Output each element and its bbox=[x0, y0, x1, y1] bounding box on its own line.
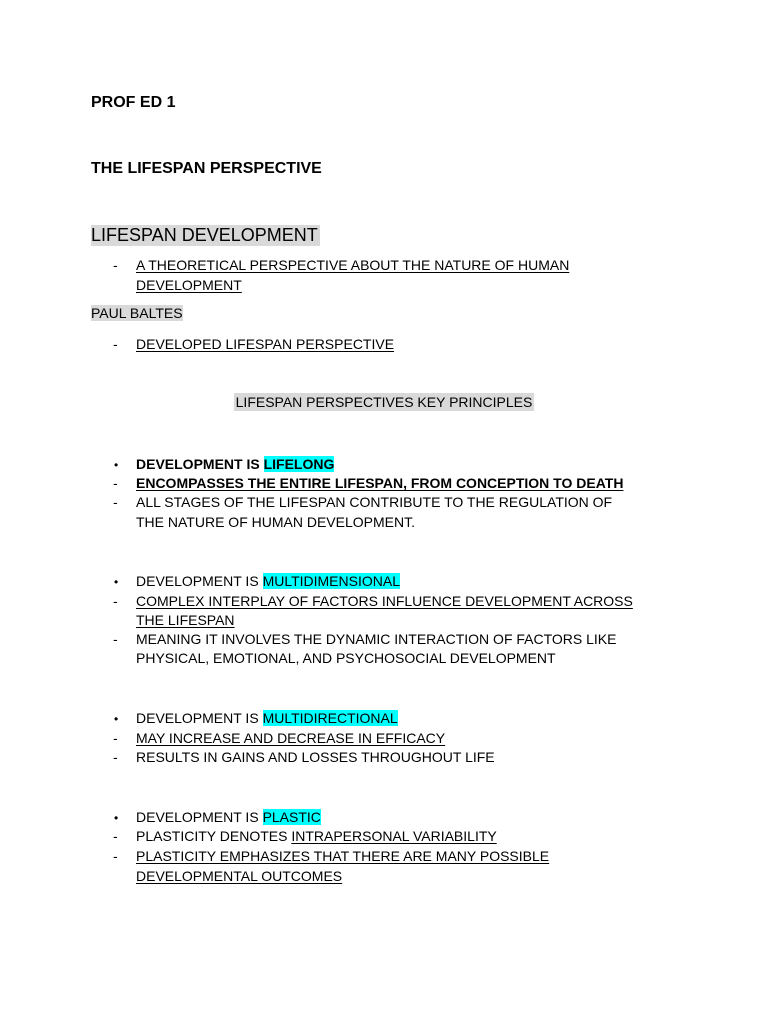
principle-detail: MEANING IT INVOLVES THE DYNAMIC INTERACTION OF FACTORS LIKE bbox=[136, 631, 617, 647]
principle-detail: PHYSICAL, EMOTIONAL, AND PSYCHOSOCIAL DEVELOPMENT bbox=[136, 650, 556, 666]
principle-keyword: PLASTIC bbox=[262, 809, 321, 825]
definition-line: A THEORETICAL PERSPECTIVE ABOUT THE NATURE OF HUMAN bbox=[136, 257, 570, 273]
dash-marker: - bbox=[113, 749, 118, 765]
principle-detail-plain: PLASTICITY DENOTES bbox=[136, 828, 292, 844]
principle-multidirectional bbox=[136, 710, 398, 726]
dash-marker: - bbox=[113, 494, 118, 510]
definition-line: DEVELOPMENT bbox=[136, 277, 242, 293]
document-subtitle: THE LIFESPAN PERSPECTIVE bbox=[91, 160, 322, 177]
bullet-icon: • bbox=[114, 811, 119, 825]
principles-heading-text: LIFESPAN PERSPECTIVES KEY PRINCIPLES bbox=[235, 394, 533, 410]
principle-detail: PLASTICITY EMPHASIZES THAT THERE ARE MANY POSSIBLE bbox=[136, 848, 550, 864]
principle-multidimensional bbox=[136, 573, 400, 589]
dash-marker: - bbox=[113, 475, 118, 491]
dash-marker: - bbox=[113, 848, 118, 864]
dash-marker: - bbox=[113, 631, 118, 647]
principle-detail-underlined: INTRAPERSONAL VARIABILITY bbox=[291, 828, 497, 844]
principle-detail: THE LIFESPAN bbox=[136, 612, 235, 628]
person-heading: PAUL BALTES bbox=[91, 305, 183, 321]
bullet-icon: • bbox=[114, 712, 119, 726]
principle-prefix: DEVELOPMENT IS bbox=[136, 456, 264, 472]
principle-prefix: DEVELOPMENT IS bbox=[136, 710, 263, 726]
principle-detail: DEVELOPMENTAL OUTCOMES bbox=[136, 868, 343, 884]
dash-marker: - bbox=[113, 730, 118, 746]
principle-detail: RESULTS IN GAINS AND LOSSES THROUGHOUT LIFE bbox=[136, 749, 495, 765]
principle-detail: ALL STAGES OF THE LIFESPAN CONTRIBUTE TO THE REGULATION OF bbox=[136, 494, 613, 510]
principle-prefix: DEVELOPMENT IS bbox=[136, 573, 263, 589]
dash-marker: - bbox=[113, 257, 118, 273]
bullet-icon: • bbox=[114, 575, 119, 589]
dash-marker: - bbox=[113, 828, 118, 844]
dash-marker: - bbox=[113, 336, 118, 352]
principle-keyword: MULTIDIMENSIONAL bbox=[262, 573, 400, 589]
section-heading: LIFESPAN DEVELOPMENT bbox=[91, 225, 318, 245]
principle-plastic bbox=[136, 809, 321, 825]
dash-marker: - bbox=[113, 593, 118, 609]
bullet-icon: • bbox=[114, 458, 119, 472]
principle-prefix: DEVELOPMENT IS bbox=[136, 809, 263, 825]
principle-detail: COMPLEX INTERPLAY OF FACTORS INFLUENCE DEVELOPMENT ACROSS bbox=[136, 593, 633, 609]
principles-heading bbox=[0, 394, 768, 410]
person-contribution: DEVELOPED LIFESPAN PERSPECTIVE bbox=[136, 336, 395, 352]
principle-keyword: MULTIDIRECTIONAL bbox=[262, 710, 398, 726]
principle-detail: ENCOMPASSES THE ENTIRE LIFESPAN, FROM CONCEPTION TO DEATH bbox=[136, 475, 624, 491]
principle-keyword: LIFELONG bbox=[263, 456, 335, 472]
document-title: PROF ED 1 bbox=[91, 94, 176, 111]
principle-detail bbox=[136, 828, 497, 844]
principle-lifelong bbox=[136, 456, 334, 472]
principle-detail: MAY INCREASE AND DECREASE IN EFFICACY bbox=[136, 730, 446, 746]
principle-detail: THE NATURE OF HUMAN DEVELOPMENT. bbox=[136, 514, 415, 530]
